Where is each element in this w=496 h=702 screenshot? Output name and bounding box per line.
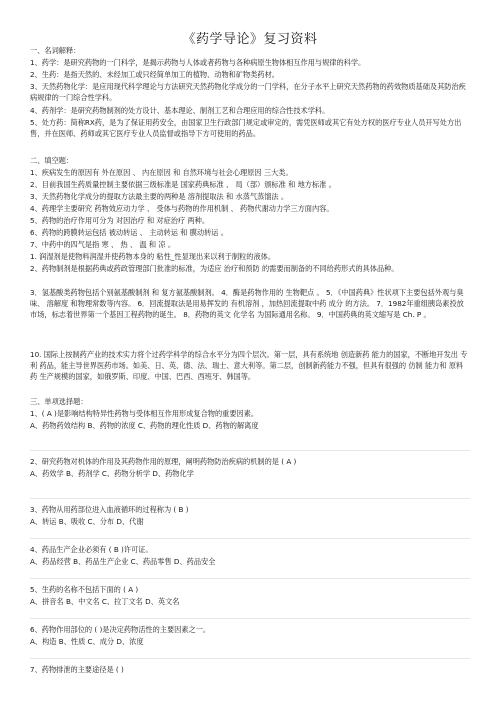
divider bbox=[30, 450, 470, 451]
fill-blank-item: 5、药物的治疗作用可分为 对因治疗 和 对症治疗 两种。 bbox=[30, 216, 210, 225]
mcq-question: 6、药物作用部位的 ( )是决定药物活性的主要因素之一。 bbox=[30, 625, 211, 634]
definition-item: 1、药学：是研究药物的一门科学，是揭示药物与人体或者药物与各种病原生物体相互作用与规律的科学。 bbox=[30, 58, 366, 67]
fill-blank-item: 4、药理学主要研究 药物效应动力学 、 受体与药物的作用机制 、 药物代谢动力学三方面内容。 bbox=[30, 204, 334, 213]
divider bbox=[30, 618, 470, 619]
mcq-question: 3、药物从用药部位进入血液循环的过程称为 ( B ) bbox=[30, 505, 189, 514]
definition-item: 3、天然药物化学：是应用现代科学理论与方法研究天然药物化学成分的一门学科，在分子水平上研究天然药物的药效物质基础及其防治疾病规律的一门综合性学科。 bbox=[30, 82, 466, 102]
mcq-options: A、药物药效结构 B、药物的浓度 C、药物的理化性质 D、药物的解离度 bbox=[30, 421, 259, 430]
mcq-question: 7、药物排泄的主要途径是 ( ) bbox=[30, 665, 124, 674]
mcq-options: A、转运 B、吸收 C、分布 D、代谢 bbox=[30, 517, 144, 526]
mcq-question: 1、( A )是影响结构特异性药物与受体相互作用形成复合物的重要因素。 bbox=[30, 409, 259, 418]
definition-item: 2、生药：是指天然的、未经加工或只经简单加工的植物、动物和矿物类药材。 bbox=[30, 70, 279, 79]
mcq-options: A、拼音名 B、中文名 C、拉丁文名 D、英文名 bbox=[30, 597, 180, 606]
mcq-options: A、药品经营 B、药品生产企业 C、药品零售 D、药品安全 bbox=[30, 557, 216, 566]
section-heading-mcq: 三、单项选择题： bbox=[30, 397, 88, 406]
fill-blank-item: 3、天然药物化学成分的提取方法最主要的两种是 溶剂提取法 和 水蒸气蒸馏法 。 bbox=[30, 192, 289, 201]
fill-blank-item: 2、药物制剂是根据药典或药政管理部门批准的标准，为适应 治疗和预防 的需要而制备的不同给药形式的具体品种。 bbox=[30, 264, 399, 273]
fill-blank-item: 10. 国际上按制药产业的技术实力将个过药学科学的综合水平分为四个层次。第一层，具有系统地 创造新药 能力的国家，不断地开发出 专利 药品，能主导世界医药市场。如美、日、英、德、法、瑞士、意大利等。第二层，创制新药能力不强，但具有很强的 仿制 能力和 原料药 生产规模的国家，如俄罗斯、印度、中国、巴西、西班牙、韩国等。 bbox=[30, 350, 468, 381]
divider bbox=[30, 658, 470, 659]
divider bbox=[30, 578, 470, 579]
fill-blank-item: 1. 润湿剂是使物料润湿并使药物本身的 粘性_性显现出来以利于制粒的液体。 bbox=[30, 252, 276, 261]
document-title: 《药学导论》复习资料 bbox=[182, 32, 318, 47]
section-heading-definitions: 一、名词解释： bbox=[30, 46, 81, 55]
divider bbox=[30, 498, 470, 499]
fill-blank-item: 6、药物的跨膜转运包括 被动转运 、 主动转运 和 膜动转运 。 bbox=[30, 228, 228, 237]
mcq-question: 2、研究药物对机体的作用及其药物作用的原理，阐明药物防治疾病的机制的是 ( A ) bbox=[30, 457, 297, 466]
mcq-question: 4、药品生产企业必须有 ( B )许可证。 bbox=[30, 545, 153, 554]
mcq-question: 5、生药的名称不包括下面的 ( A ) bbox=[30, 585, 139, 594]
fill-blank-item: 1、疾病发生的原因有 外在原因 、 内在原因 和 自然环境与社会心理原因 三大类。 bbox=[30, 168, 293, 177]
definition-item: 5、处方药：简称RX药，是为了保证用药安全，由国家卫生行政部门规定或审定的，需凭医师或其它有处方权的医疗专业人员开写处方出售，并在医师、药师或其它医疗专业人员监督或指导下方可使用的药品。 bbox=[30, 118, 462, 138]
definition-item: 4、药剂学：是研究药物制剂的处方设计、基本理论、制剂工艺和合理应用的综合性技术学科。 bbox=[30, 106, 330, 115]
fill-blank-item: 3．氢基酸类药物包括个别氨基酸制剂 和 复方氨基酸制剂。 4．酶是药物作用的 生物靶点 。 5．《中国药典》性状项下主要包括外观与臭味、 溶解度 和物理常数等内容。 6．回流提取法是用易挥发的 有机溶剂 ，加热回流提取中药 成分 的方法。 7．1982年重组胰岛素投放市场，标志着世界第一个基因工程药物的诞生。 8．药物的英文 化学名 为国际通用名称。 9．中国药典的英文缩写是 Ch. P 。 bbox=[30, 288, 464, 319]
mcq-options: A、药效学 B、药剂学 C、药物分析学 D、药物化学 bbox=[30, 469, 194, 478]
section-heading-fill-blanks: 二、填空题： bbox=[30, 156, 74, 165]
divider bbox=[30, 538, 470, 539]
fill-blank-item: 2、目前我国生药质量控制主要依据三级标准是 国家药典标准 、 局（部）颁标准 和 地方标准 。 bbox=[30, 180, 336, 189]
mcq-options: A、构造 B、性质 C、成分 D、浓度 bbox=[30, 637, 144, 646]
fill-blank-item: 7、中药中的四气是指 寒 、 热 、 温 和 凉 。 bbox=[30, 240, 176, 249]
